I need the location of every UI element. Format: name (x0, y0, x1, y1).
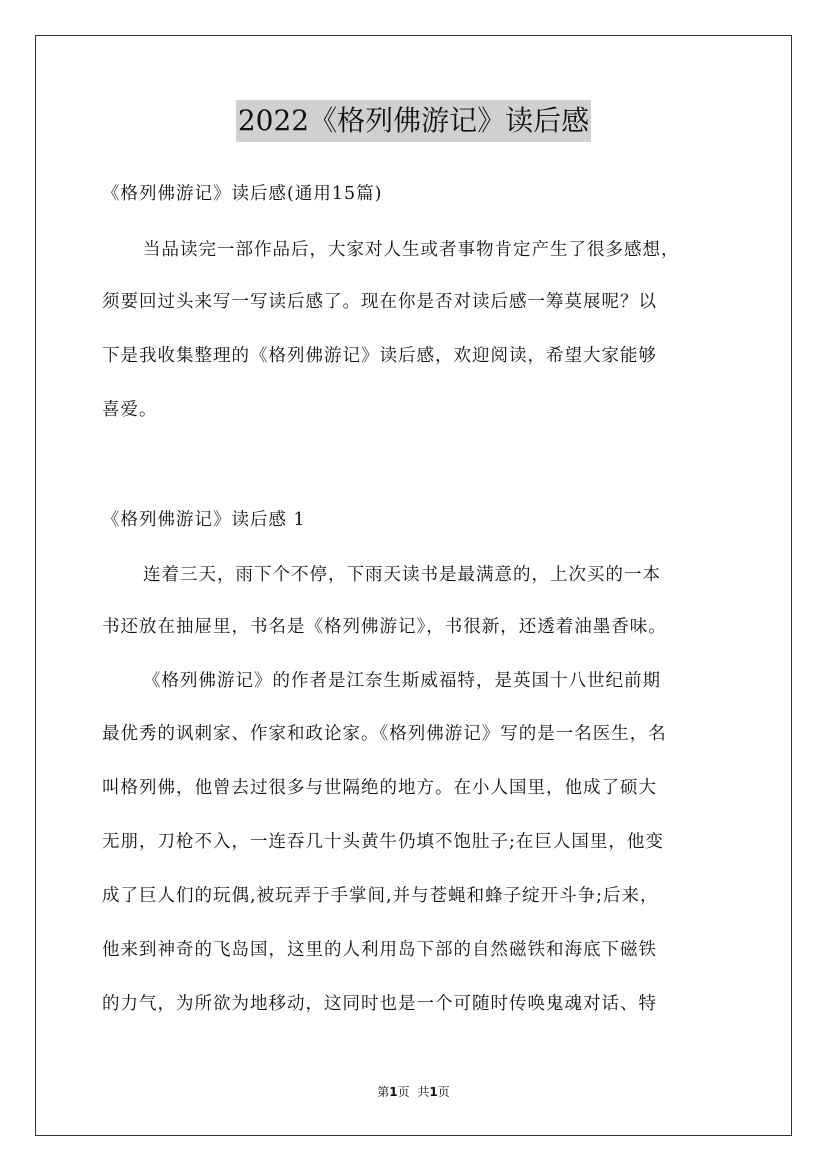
body-line: 他来到神奇的飞岛国，这里的人利用岛下部的自然磁铁和海底下磁铁 (102, 940, 657, 960)
footer-page-prefix: 第 (377, 1085, 390, 1099)
footer-page-suffix: 页 (397, 1085, 410, 1099)
section-heading: 《格列佛游记》读后感 1 (102, 510, 306, 530)
body-line: 成了巨人们的玩偶,被玩弄于手掌间,并与苍蝇和蜂子绽开斗争;后来， (102, 886, 659, 906)
footer-total-prefix: 共 (417, 1085, 430, 1099)
footer-total-number: 1 (429, 1085, 438, 1099)
document-subtitle: 《格列佛游记》读后感(通用15篇) (102, 184, 383, 204)
body-line: 连着三天，雨下个不停，下雨天读书是最满意的，上次买的一本 (143, 565, 661, 585)
body-line: 书还放在抽屉里，书名是《格列佛游记》，书很新，还透着油墨香味。 (102, 617, 667, 637)
page-footer (0, 1083, 827, 1100)
body-line: 的力气，为所欲为地移动，这同时也是一个可随时传唤鬼魂对话、特 (102, 994, 657, 1014)
intro-line: 下是我收集整理的《格列佛游记》读后感，欢迎阅读，希望大家能够 (102, 346, 657, 366)
intro-line: 喜爱。 (102, 400, 158, 420)
intro-line: 当品读完一部作品后，大家对人生或者事物肯定产生了很多感想， (143, 240, 680, 260)
footer-page-number: 1 (389, 1085, 398, 1099)
body-line: 无朋，刀枪不入，一连吞几十头黄牛仍填不饱肚子;在巨人国里，他变 (102, 832, 664, 852)
title-container (0, 100, 827, 142)
body-line: 最优秀的讽刺家、作家和政论家。《格列佛游记》写的是一名医生，名 (102, 724, 667, 744)
footer-total-suffix: 页 (437, 1085, 450, 1099)
intro-line: 须要回过头来写一写读后感了。现在你是否对读后感一筹莫展呢？以 (102, 292, 657, 312)
body-line: 《格列佛游记》的作者是江奈生斯威福特，是英国十八世纪前期 (143, 671, 661, 691)
document-title: 2022《格列佛游记》读后感 (236, 100, 591, 142)
body-line: 叫格列佛，他曾去过很多与世隔绝的地方。在小人国里，他成了硕大 (102, 778, 657, 798)
